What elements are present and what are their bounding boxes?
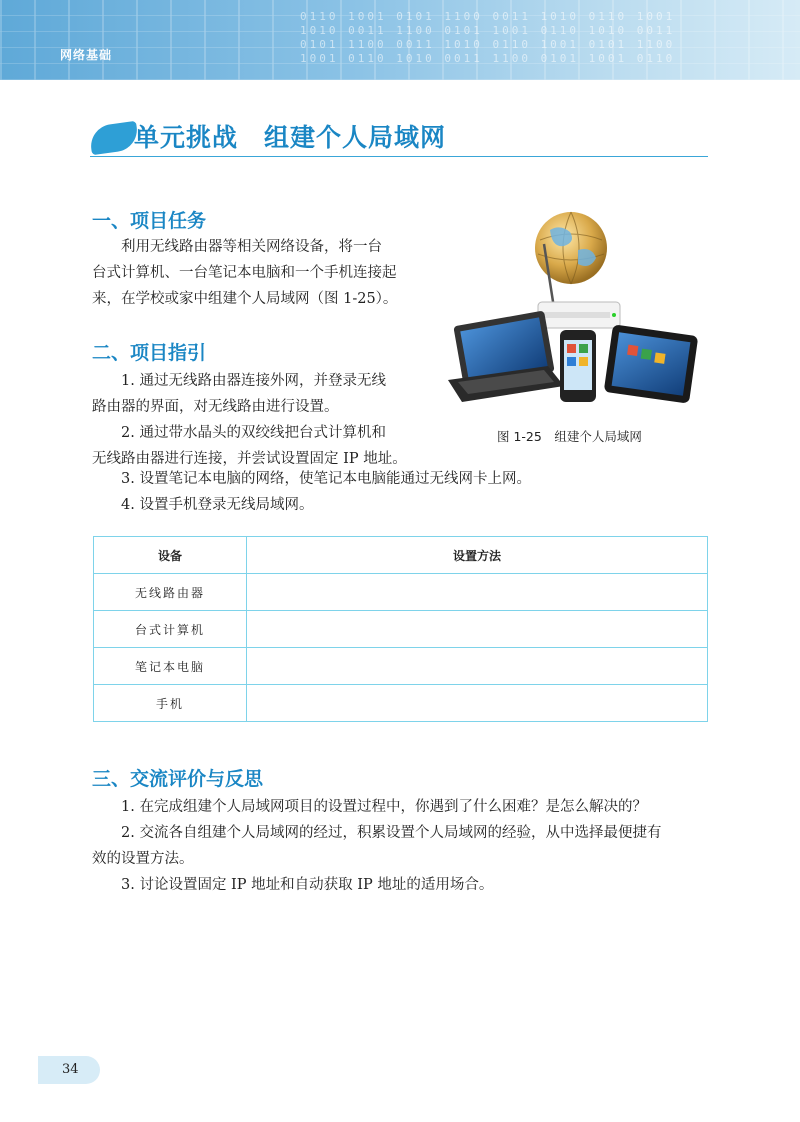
title-leaf-icon	[88, 121, 139, 155]
page-number: 34	[62, 1062, 79, 1077]
table-cell-method[interactable]	[247, 685, 708, 722]
table-row	[94, 611, 708, 648]
device-settings-table	[93, 536, 708, 722]
section1-body	[92, 234, 432, 312]
network-figure	[440, 210, 706, 420]
tablet-icon	[604, 324, 699, 403]
router-icon	[538, 302, 620, 328]
section2-line: 2. 通过带水晶头的双绞线把台式计算机和	[92, 425, 386, 441]
table-header-device: 设备	[94, 537, 247, 574]
table-row	[94, 648, 708, 685]
section1-heading: 一、项目任务	[92, 210, 207, 232]
section2-line: 路由器的界面，对无线路由进行设置。	[92, 399, 339, 415]
unit-title-text: 单元挑战 组建个人局域网	[134, 123, 447, 152]
table-cell-method[interactable]	[247, 648, 708, 685]
table-header-row	[94, 537, 708, 574]
table-cell-method[interactable]	[247, 611, 708, 648]
section2-body-narrow	[92, 368, 432, 472]
table-cell-device: 无线路由器	[94, 574, 247, 611]
section2-line: 1. 通过无线路由器连接外网，并登录无线	[92, 373, 386, 389]
running-head: 网络基础	[60, 48, 113, 62]
section2-heading: 二、项目指引	[92, 342, 207, 364]
section3-line: 1. 在完成组建个人局域网项目的设置过程中，你遇到了什么困难？是怎么解决的？	[92, 799, 647, 815]
phone-icon	[560, 330, 596, 402]
table-header-method: 设置方法	[247, 537, 708, 574]
figure-caption: 图 1-25 组建个人局域网	[497, 429, 642, 444]
table-row	[94, 685, 708, 722]
table-cell-device: 台式计算机	[94, 611, 247, 648]
section1-line: 来，在学校或家中组建个人局域网（图 1-25）。	[92, 291, 398, 307]
section1-line: 台式计算机、一台笔记本电脑和一个手机连接起	[92, 265, 397, 281]
table-row	[94, 574, 708, 611]
section3-line: 效的设置方法。	[92, 851, 194, 867]
section2-line: 3. 设置笔记本电脑的网络，使笔记本电脑能通过无线网卡上网。	[92, 471, 531, 487]
unit-title	[90, 118, 708, 157]
section3-line: 3. 讨论设置固定 IP 地址和自动获取 IP 地址的适用场合。	[92, 877, 494, 893]
table-cell-device: 手机	[94, 685, 247, 722]
section2-body-wide	[92, 466, 712, 518]
table-cell-method[interactable]	[247, 574, 708, 611]
section2-line: 无线路由器进行连接，并尝试设置固定 IP 地址。	[92, 451, 407, 467]
table-cell-device: 笔记本电脑	[94, 648, 247, 685]
section3-heading: 三、交流评价与反思	[92, 768, 264, 790]
section3-line: 2. 交流各自组建个人局域网的经过，积累设置个人局域网的经验，从中选择最便捷有	[92, 825, 662, 841]
section1-line: 利用无线路由器等相关网络设备，将一台	[92, 239, 382, 255]
section3-body	[92, 794, 712, 898]
section2-line: 4. 设置手机登录无线局域网。	[92, 497, 314, 513]
header-binary-decoration: 0110 1001 0101 1100 0011 1010 0110 1001 1010 0011 1100 0101 1001 0110 1010 0011 0101 1100 0011 1010 0110 1001 0101 1100 1001 0110 1010 0011 1100 0101 1001 0110	[300, 10, 676, 65]
header-banner	[0, 0, 800, 80]
network-illustration	[440, 210, 706, 420]
